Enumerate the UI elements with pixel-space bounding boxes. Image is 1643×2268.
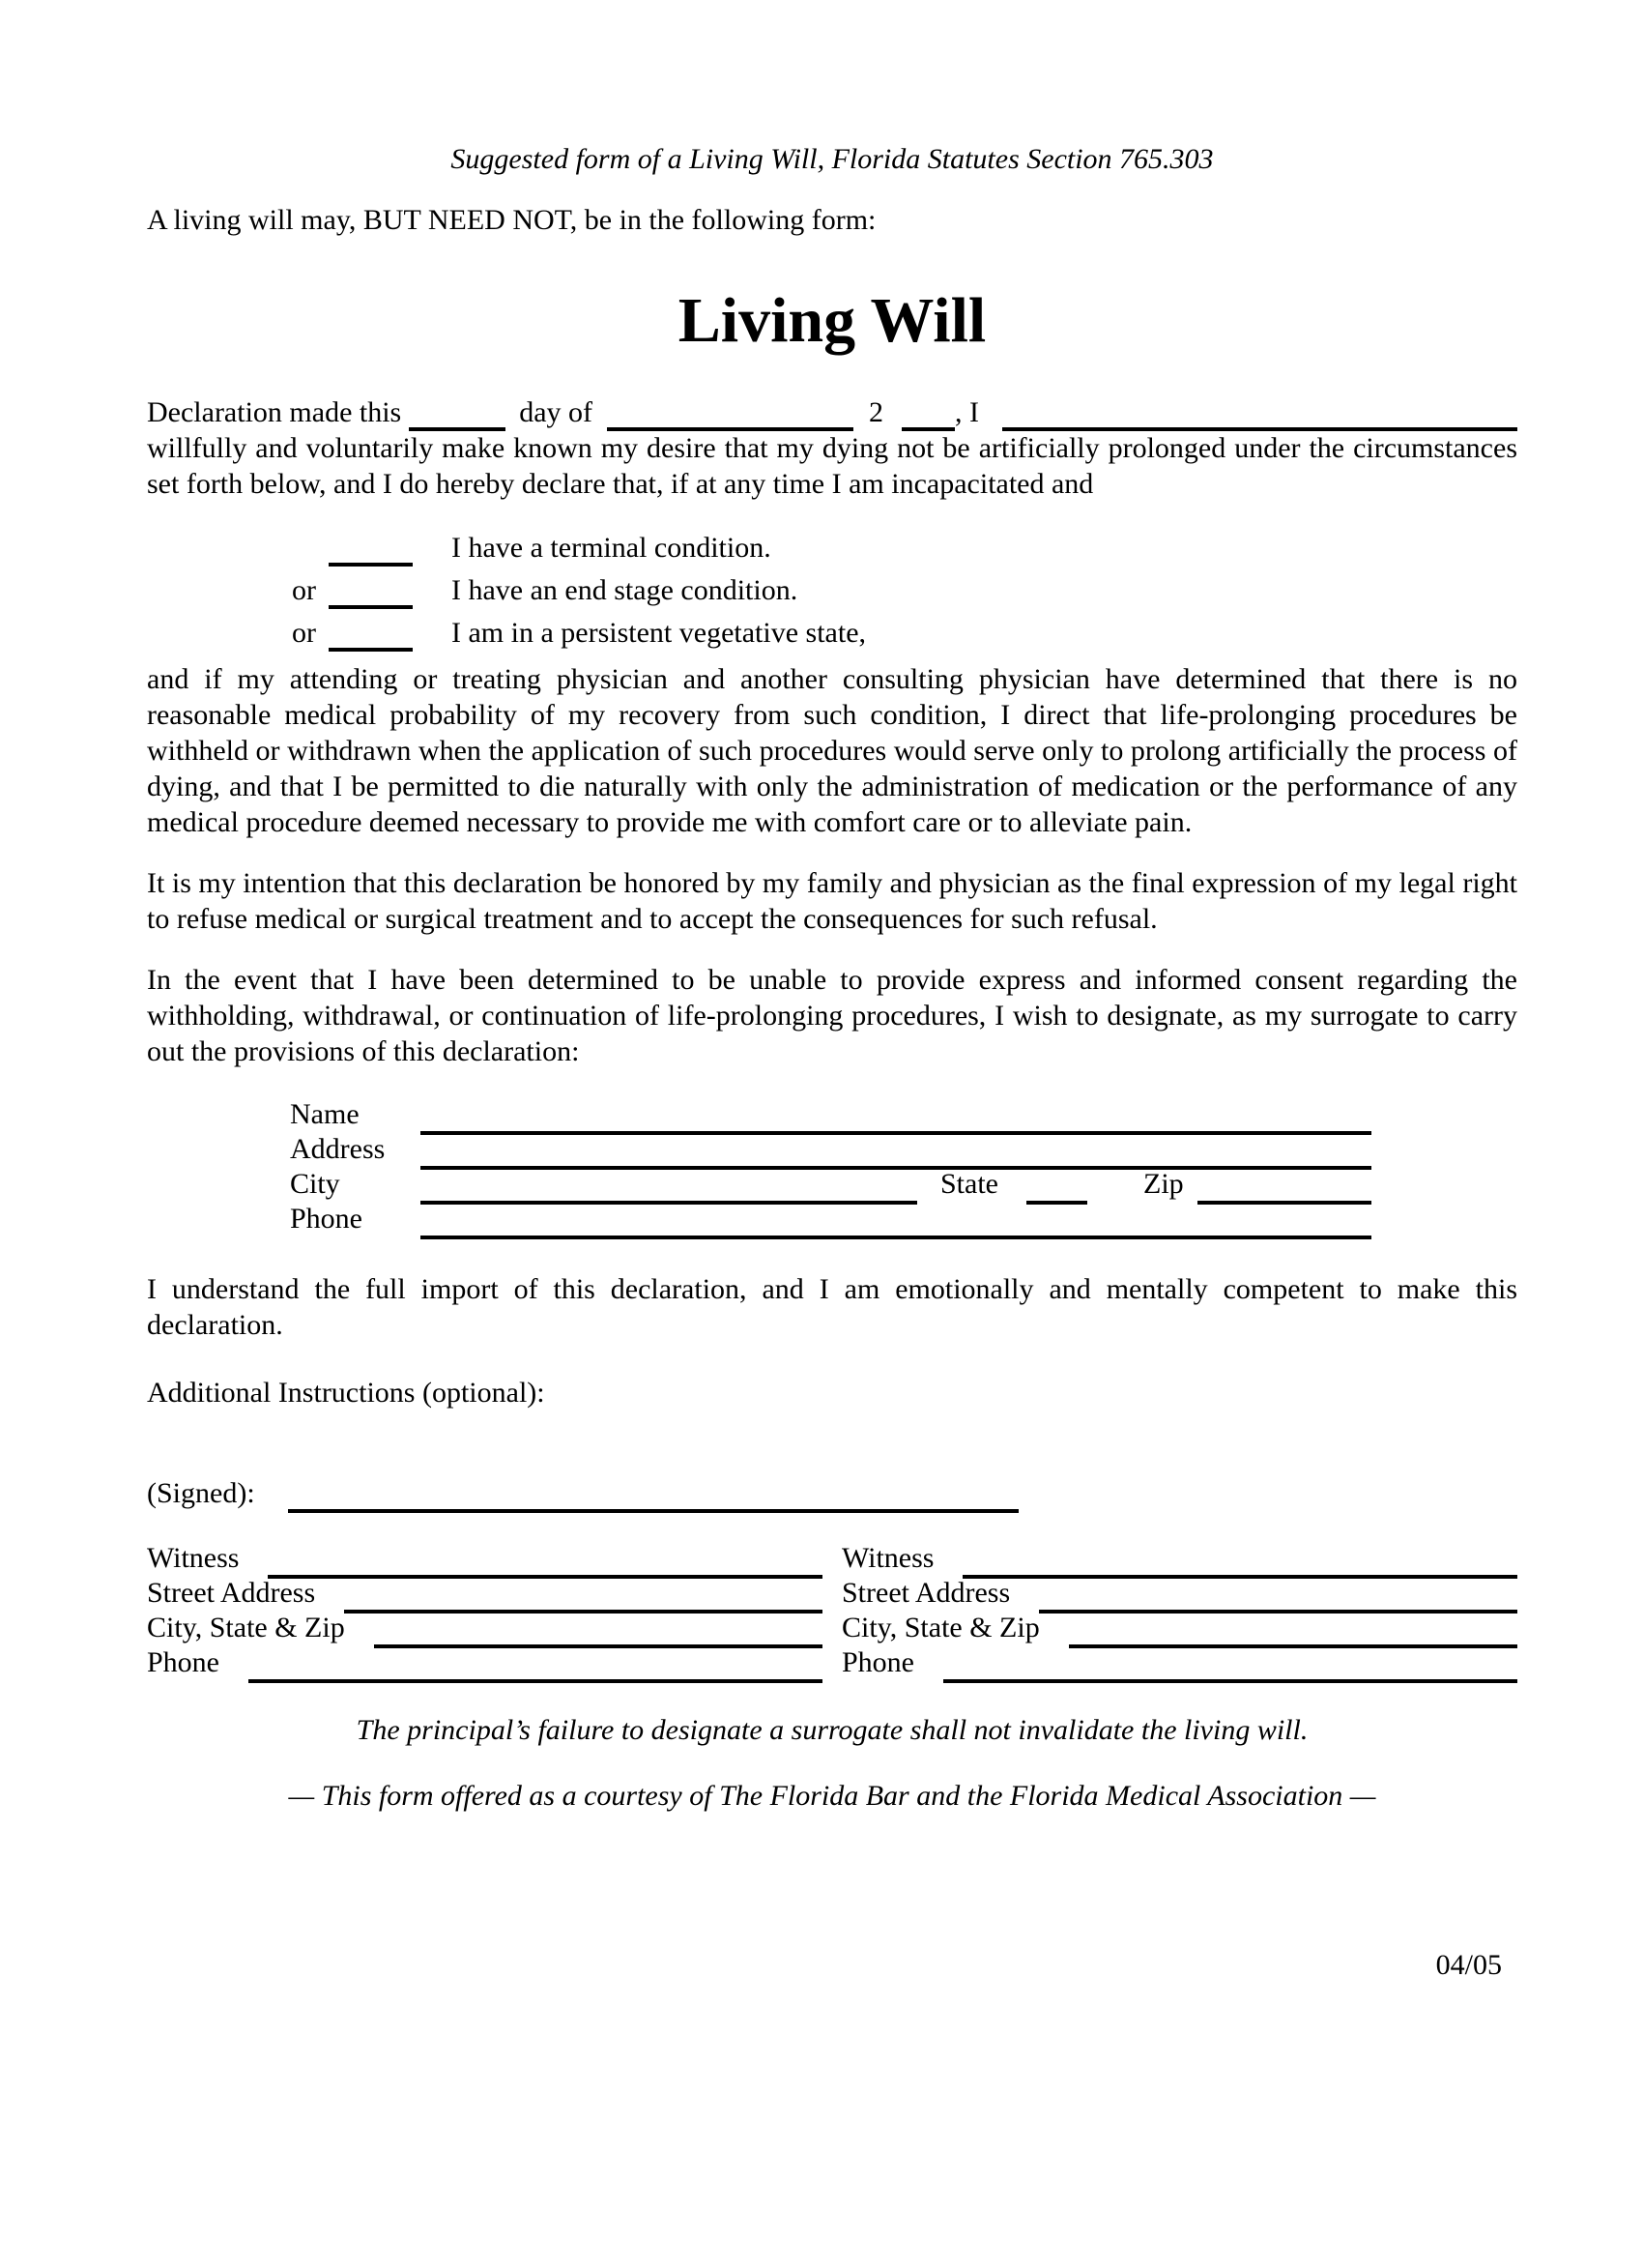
surrogate-city-label: City	[290, 1168, 340, 1200]
end-stage-condition-initials-field[interactable]	[329, 605, 413, 609]
surrogate-city-state-zip-row	[290, 1167, 1371, 1202]
condition-row-end-stage	[292, 569, 1517, 612]
living-will-form-page	[0, 141, 1643, 2268]
surrogate-address-field[interactable]	[420, 1166, 1371, 1170]
condition-label: I have an end stage condition.	[451, 574, 798, 606]
surrogate-address-label: Address	[290, 1133, 386, 1165]
witness1-phone-label: Phone	[147, 1646, 219, 1678]
witness1-name-row	[147, 1541, 822, 1576]
witness2-phone-row	[842, 1645, 1517, 1680]
witness1-city-state-zip-label: City, State & Zip	[147, 1612, 345, 1643]
surrogate-state-label: State	[940, 1168, 998, 1200]
witness1-phone-field[interactable]	[248, 1679, 822, 1683]
witness2-label: Witness	[842, 1542, 935, 1574]
witness-column-1	[147, 1541, 822, 1680]
witness2-street-row	[842, 1576, 1517, 1611]
revision-date-mark: 04/05	[1435, 1949, 1502, 1981]
witness2-city-state-zip-field[interactable]	[1069, 1644, 1517, 1648]
witness1-label: Witness	[147, 1542, 240, 1574]
surrogate-phone-row	[290, 1202, 1371, 1236]
witness1-phone-row	[147, 1645, 822, 1680]
witness2-city-state-zip-label: City, State & Zip	[842, 1612, 1040, 1643]
paragraph-intention: It is my intention that this declaration be honored by my family and physician as the final expression of my legal right to refuse medical or surgical treatment and to accept the consequences for such refusal.	[147, 867, 1517, 935]
declaration-line	[147, 394, 1517, 430]
paragraph-surrogate-designation: In the event that I have been determined to be unable to provide express and informed consent regarding the withholding, withdrawal, or continuation of life-prolonging procedures, I wish to designate, as my surrogate to carry out the provisions of this declaration:	[147, 964, 1517, 1067]
intro-line: A living will may, BUT NEED NOT, be in the following form:	[147, 204, 877, 236]
surrogate-zip-field[interactable]	[1197, 1201, 1371, 1205]
footer-courtesy-note: — This form offered as a courtesy of The Florida Bar and the Florida Medical Association —	[288, 1780, 1376, 1812]
signed-row	[147, 1475, 1517, 1511]
condition-or-label: or	[292, 574, 316, 606]
witness2-phone-label: Phone	[842, 1646, 914, 1678]
declaration-comma-i: , I	[955, 396, 980, 428]
surrogate-name-row	[290, 1097, 1371, 1132]
page-title: Living Will	[677, 285, 987, 356]
surrogate-phone-label: Phone	[290, 1203, 362, 1235]
surrogate-contact-block	[290, 1097, 1371, 1236]
declaration-day-of-label: day of	[519, 396, 593, 428]
surrogate-name-label: Name	[290, 1098, 360, 1130]
witness1-city-state-zip-field[interactable]	[374, 1644, 822, 1648]
condition-row-terminal	[292, 527, 1517, 569]
paragraph-direct-procedures: and if my attending or treating physician and another consulting physician have determined that there is no reasonable medical probability of my recovery from such condition, I direct that life-prolonging procedures be withheld or withdrawn when the application of such procedures would serve only to prolong artificially the process of dying, and that I be permitted to die naturally with only the administration of medication or the performance of any medical procedure deemed necessary to provide me with comfort care or to alleviate pain.	[147, 663, 1517, 838]
witness1-street-label: Street Address	[147, 1577, 316, 1609]
surrogate-name-field[interactable]	[420, 1131, 1371, 1135]
witness2-name-row	[842, 1541, 1517, 1576]
witness1-street-row	[147, 1576, 822, 1611]
surrogate-zip-label: Zip	[1143, 1168, 1184, 1200]
signature-field[interactable]	[288, 1509, 1019, 1513]
witness2-street-label: Street Address	[842, 1577, 1011, 1609]
terminal-condition-initials-field[interactable]	[329, 563, 413, 567]
footer-principal-note: The principal’s failure to designate a surrogate shall not invalidate the living will.	[356, 1714, 1309, 1746]
condition-options	[147, 527, 1517, 654]
declaration-lead: Declaration made this	[147, 396, 402, 428]
witness1-name-field[interactable]	[268, 1575, 822, 1579]
condition-or-label: or	[292, 617, 316, 649]
witness-section	[147, 1541, 1517, 1680]
surrogate-state-field[interactable]	[1026, 1201, 1087, 1205]
declaration-continuation: willfully and voluntarily make known my desire that my dying not be artificially prolonged under the circumstances set forth below, and I do hereby declare that, if at any time I am incapacitated and	[147, 432, 1517, 500]
witness-column-2	[842, 1541, 1517, 1680]
surrogate-address-row	[290, 1132, 1371, 1167]
witness2-phone-field[interactable]	[943, 1679, 1517, 1683]
surrogate-phone-field[interactable]	[420, 1236, 1371, 1239]
surrogate-city-field[interactable]	[420, 1201, 917, 1205]
declaration-year-prefix: 2	[869, 396, 884, 428]
condition-label: I have a terminal condition.	[451, 532, 771, 564]
witness1-street-field[interactable]	[344, 1610, 822, 1614]
witness2-street-field[interactable]	[1039, 1610, 1517, 1614]
signed-label: (Signed):	[147, 1477, 255, 1509]
additional-instructions-label: Additional Instructions (optional):	[147, 1377, 545, 1409]
header-note: Suggested form of a Living Will, Florida Statutes Section 765.303	[450, 143, 1214, 175]
condition-label: I am in a persistent vegetative state,	[451, 617, 867, 649]
witness1-city-state-zip-row	[147, 1611, 822, 1645]
paragraph-competence: I understand the full import of this declaration, and I am emotionally and mentally competent to make this declaration.	[147, 1273, 1517, 1341]
vegetative-state-initials-field[interactable]	[329, 648, 413, 652]
witness2-name-field[interactable]	[963, 1575, 1517, 1579]
witness2-city-state-zip-row	[842, 1611, 1517, 1645]
condition-row-vegetative	[292, 612, 1517, 654]
